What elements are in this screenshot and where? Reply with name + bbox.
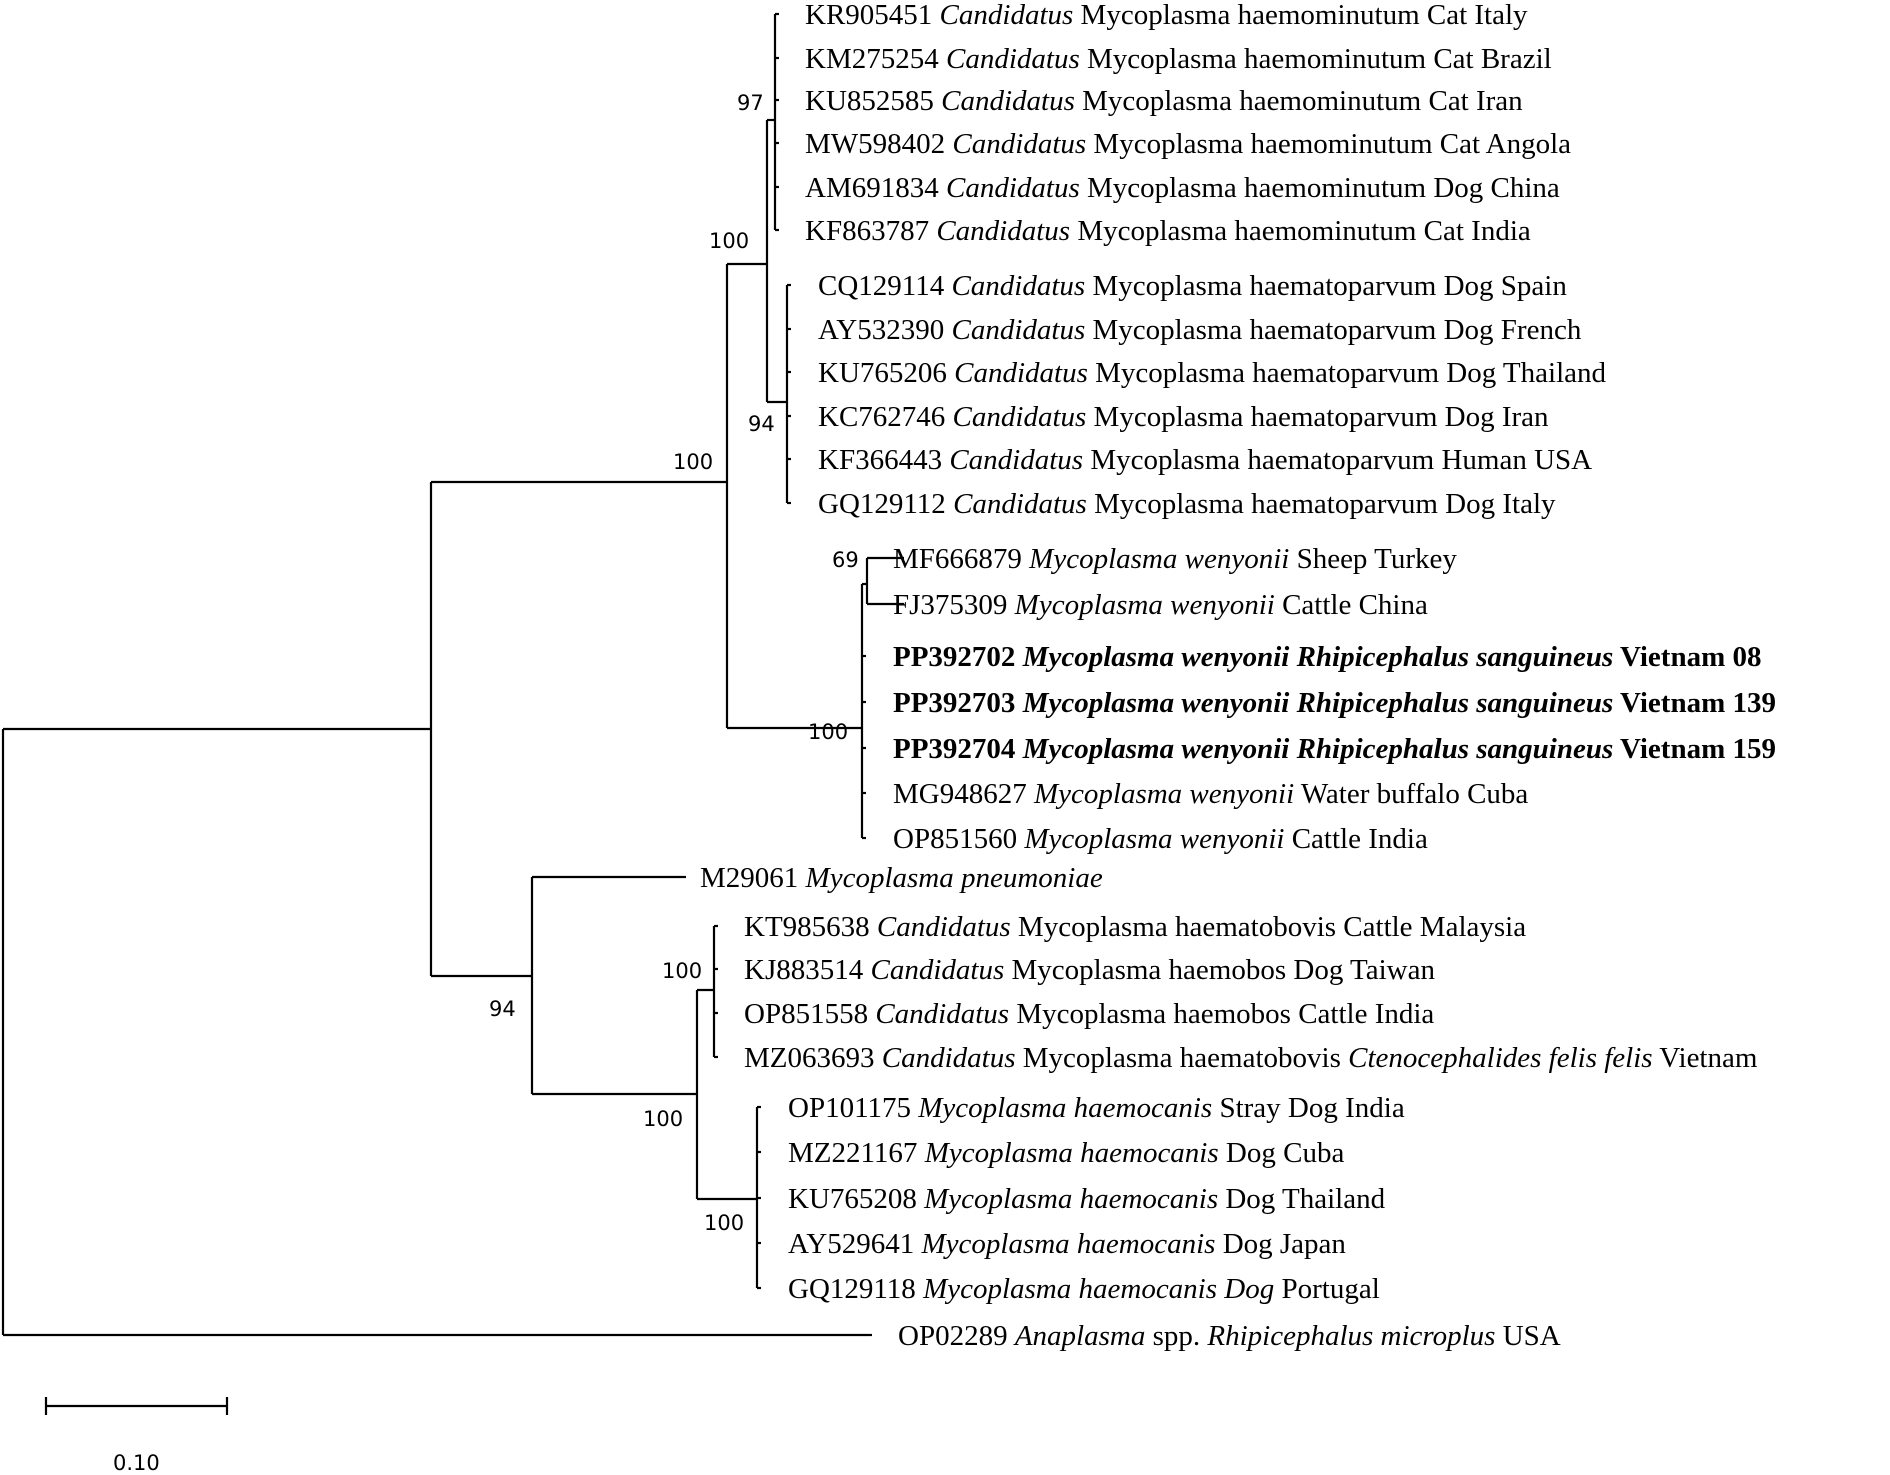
taxon-part: MZ063693 bbox=[744, 1042, 882, 1074]
taxon-italic-part: Candidatus bbox=[951, 270, 1086, 302]
taxon-italic-part: Candidatus bbox=[951, 314, 1086, 346]
taxon-part: Dog Cuba bbox=[1218, 1137, 1345, 1169]
taxon-part: Water buffalo Cuba bbox=[1294, 778, 1529, 810]
taxon-part: Mycoplasma haematoparvum Dog French bbox=[1085, 314, 1582, 346]
taxon-italic-part: Ctenocephalides felis felis bbox=[1348, 1042, 1653, 1074]
taxon-part: KF366443 bbox=[818, 444, 950, 476]
taxon-part: KU765206 bbox=[818, 357, 955, 389]
bootstrap-value: 100 bbox=[662, 959, 703, 983]
bootstrap-value: 94 bbox=[489, 997, 516, 1021]
taxon-label bbox=[893, 778, 1528, 810]
taxon-italic-part: Candidatus bbox=[876, 911, 1011, 943]
taxon-italic-part: Candidatus bbox=[881, 1042, 1016, 1074]
taxon-part: Vietnam 139 bbox=[1613, 687, 1776, 719]
taxon-part: Sheep Turkey bbox=[1289, 543, 1457, 575]
taxon-italic-part: Candidatus bbox=[945, 172, 1080, 204]
taxon-part: KJ883514 bbox=[744, 954, 871, 986]
taxon-part: KC762746 bbox=[818, 401, 953, 433]
bootstrap-value: 69 bbox=[832, 548, 859, 572]
taxon-part: MG948627 bbox=[893, 778, 1034, 810]
taxon-italic-part: Candidatus bbox=[939, 0, 1074, 31]
taxon-part: Stray Dog India bbox=[1212, 1092, 1405, 1124]
taxon-part: KU765208 bbox=[788, 1183, 925, 1215]
taxon-label bbox=[700, 862, 1103, 894]
taxon-part: Mycoplasma haematoparvum Human USA bbox=[1083, 444, 1593, 476]
taxon-italic-part: Mycoplasma haemocanis bbox=[924, 1137, 1219, 1169]
taxon-part: Mycoplasma haematobovis Cattle Malaysia bbox=[1010, 911, 1527, 943]
taxon-part: spp. bbox=[1145, 1320, 1208, 1352]
taxon-italic-part: Mycoplasma haemocanis bbox=[921, 1228, 1216, 1260]
taxon-label bbox=[893, 733, 1776, 765]
taxon-label bbox=[805, 0, 1528, 31]
taxon-part: M29061 bbox=[700, 862, 806, 894]
taxon-part: KF863787 bbox=[805, 215, 937, 247]
taxon-italic-part: Mycoplasma wenyonii bbox=[1033, 778, 1295, 810]
taxon-part: USA bbox=[1495, 1320, 1561, 1352]
taxon-part: MF666879 bbox=[893, 543, 1030, 575]
taxon-label bbox=[788, 1228, 1346, 1260]
taxon-label bbox=[893, 543, 1457, 575]
taxon-part: AM691834 bbox=[805, 172, 946, 204]
taxon-part: Mycoplasma haemominutum Cat India bbox=[1070, 215, 1531, 247]
bootstrap-value: 100 bbox=[643, 1107, 684, 1131]
taxon-part: FJ375309 bbox=[893, 589, 1015, 621]
bootstrap-value: 94 bbox=[748, 412, 775, 436]
taxon-label bbox=[788, 1092, 1405, 1124]
taxon-label bbox=[818, 314, 1582, 346]
tree-branches bbox=[3, 14, 904, 1335]
taxon-part: KM275254 bbox=[805, 43, 946, 75]
taxon-part: Cattle India bbox=[1284, 823, 1428, 855]
taxon-label bbox=[805, 43, 1552, 75]
taxon-italic-part: Mycoplasma wenyonii Rhipicephalus sanguineus bbox=[1022, 687, 1614, 719]
taxon-part: Dog Japan bbox=[1215, 1228, 1346, 1260]
taxon-italic-part: Candidatus bbox=[875, 998, 1010, 1030]
taxon-label bbox=[788, 1137, 1344, 1169]
taxon-italic-part: Mycoplasma haemocanis bbox=[924, 1183, 1219, 1215]
bootstrap-value: 100 bbox=[709, 229, 750, 253]
taxon-part: KT985638 bbox=[744, 911, 877, 943]
taxon-italic-part: Candidatus bbox=[953, 488, 1087, 520]
taxon-label bbox=[893, 687, 1776, 719]
taxon-italic-part: Mycoplasma wenyonii bbox=[1014, 589, 1275, 621]
taxon-part: Dog Thailand bbox=[1218, 1183, 1386, 1215]
taxon-part: KU852585 bbox=[805, 85, 942, 117]
taxon-label bbox=[818, 488, 1556, 520]
taxon-part: Mycoplasma haematoparvum Dog Spain bbox=[1085, 270, 1567, 302]
taxon-part: Mycoplasma haemominutum Cat Brazil bbox=[1079, 43, 1552, 75]
scale-bar bbox=[45, 1397, 228, 1475]
taxon-part: Vietnam 08 bbox=[1613, 641, 1762, 673]
taxon-label bbox=[744, 911, 1526, 943]
taxon-part: PP392704 bbox=[893, 733, 1023, 765]
taxon-label bbox=[893, 641, 1761, 673]
taxon-italic-part: Mycoplasma pneumoniae bbox=[805, 862, 1103, 894]
taxon-label bbox=[893, 823, 1428, 855]
taxon-italic-part: Candidatus bbox=[870, 954, 1005, 986]
taxon-part: PP392703 bbox=[893, 687, 1023, 719]
taxon-italic-part: Mycoplasma wenyonii bbox=[1024, 823, 1285, 855]
taxon-part: Mycoplasma haemominutum Dog China bbox=[1079, 172, 1560, 204]
bootstrap-value: 100 bbox=[673, 450, 714, 474]
taxon-label bbox=[818, 357, 1606, 389]
taxon-part: MZ221167 bbox=[788, 1137, 925, 1169]
taxon-part: PP392702 bbox=[893, 641, 1023, 673]
taxon-italic-part: Candidatus bbox=[952, 401, 1087, 433]
taxon-label bbox=[893, 589, 1428, 621]
taxon-part: Mycoplasma haematoparvum Dog Italy bbox=[1086, 488, 1556, 520]
taxon-italic-part: Mycoplasma wenyonii Rhipicephalus sanguineus bbox=[1022, 641, 1614, 673]
taxon-part: GQ129118 bbox=[788, 1273, 924, 1305]
taxon-italic-part: Candidatus bbox=[941, 85, 1075, 117]
scale-bar-label: 0.10 bbox=[113, 1451, 160, 1475]
taxon-italic-part: Candidatus bbox=[936, 215, 1071, 247]
taxon-part: Vietnam bbox=[1652, 1042, 1758, 1074]
taxon-label bbox=[788, 1183, 1386, 1215]
taxon-label bbox=[818, 401, 1549, 433]
bootstrap-value: 100 bbox=[808, 720, 849, 744]
taxon-label bbox=[805, 215, 1531, 247]
taxon-italic-part: Candidatus bbox=[945, 43, 1080, 75]
taxon-label bbox=[818, 444, 1592, 476]
taxon-part: AY529641 bbox=[788, 1228, 922, 1260]
taxon-part: Mycoplasma haematoparvum Dog Thailand bbox=[1087, 357, 1606, 389]
taxon-part: MW598402 bbox=[805, 128, 953, 160]
taxon-part: GQ129112 bbox=[818, 488, 954, 520]
taxon-italic-part: Candidatus bbox=[952, 128, 1087, 160]
taxon-label bbox=[818, 270, 1567, 302]
taxon-label bbox=[744, 1042, 1758, 1074]
taxon-italic-part: Mycoplasma haemocanis Dog bbox=[923, 1273, 1275, 1305]
taxon-italic-part: Rhipicephalus microplus bbox=[1207, 1320, 1496, 1352]
taxon-label bbox=[744, 998, 1434, 1030]
taxon-part: Portugal bbox=[1274, 1273, 1380, 1305]
taxon-label bbox=[805, 128, 1571, 160]
taxon-part: KR905451 bbox=[805, 0, 940, 31]
taxon-part: OP851558 bbox=[744, 998, 876, 1030]
taxon-part: Mycoplasma haemobos Dog Taiwan bbox=[1004, 954, 1435, 986]
taxon-part: Cattle China bbox=[1274, 589, 1428, 621]
taxon-label bbox=[805, 85, 1523, 117]
bootstrap-value: 100 bbox=[704, 1211, 745, 1235]
taxon-part: Mycoplasma haemominutum Cat Iran bbox=[1074, 85, 1523, 117]
taxon-label bbox=[898, 1320, 1561, 1352]
taxon-italic-part: Anaplasma bbox=[1014, 1320, 1146, 1352]
taxon-part: Mycoplasma haemobos Cattle India bbox=[1009, 998, 1435, 1030]
bootstrap-value: 97 bbox=[737, 91, 764, 115]
taxon-italic-part: Candidatus bbox=[954, 357, 1088, 389]
taxon-italic-part: Mycoplasma wenyonii Rhipicephalus sanguineus bbox=[1022, 733, 1614, 765]
taxon-italic-part: Candidatus bbox=[949, 444, 1084, 476]
taxon-part: CQ129114 bbox=[818, 270, 952, 302]
taxon-italic-part: Mycoplasma wenyonii bbox=[1029, 543, 1290, 575]
taxon-part: Mycoplasma haemominutum Cat Angola bbox=[1086, 128, 1572, 160]
taxon-part: OP101175 bbox=[788, 1092, 919, 1124]
taxon-part: Mycoplasma haemominutum Cat Italy bbox=[1073, 0, 1528, 31]
taxon-label bbox=[788, 1273, 1380, 1305]
taxon-part: Mycoplasma haematobovis bbox=[1015, 1042, 1349, 1074]
taxon-italic-part: Mycoplasma haemocanis bbox=[918, 1092, 1213, 1124]
taxon-part: OP851560 bbox=[893, 823, 1025, 855]
taxon-label bbox=[805, 172, 1560, 204]
taxon-part: Vietnam 159 bbox=[1613, 733, 1776, 765]
taxon-part: AY532390 bbox=[818, 314, 952, 346]
taxon-label bbox=[744, 954, 1435, 986]
taxon-part: Mycoplasma haematoparvum Dog Iran bbox=[1086, 401, 1549, 433]
taxon-part: OP02289 bbox=[898, 1320, 1015, 1352]
